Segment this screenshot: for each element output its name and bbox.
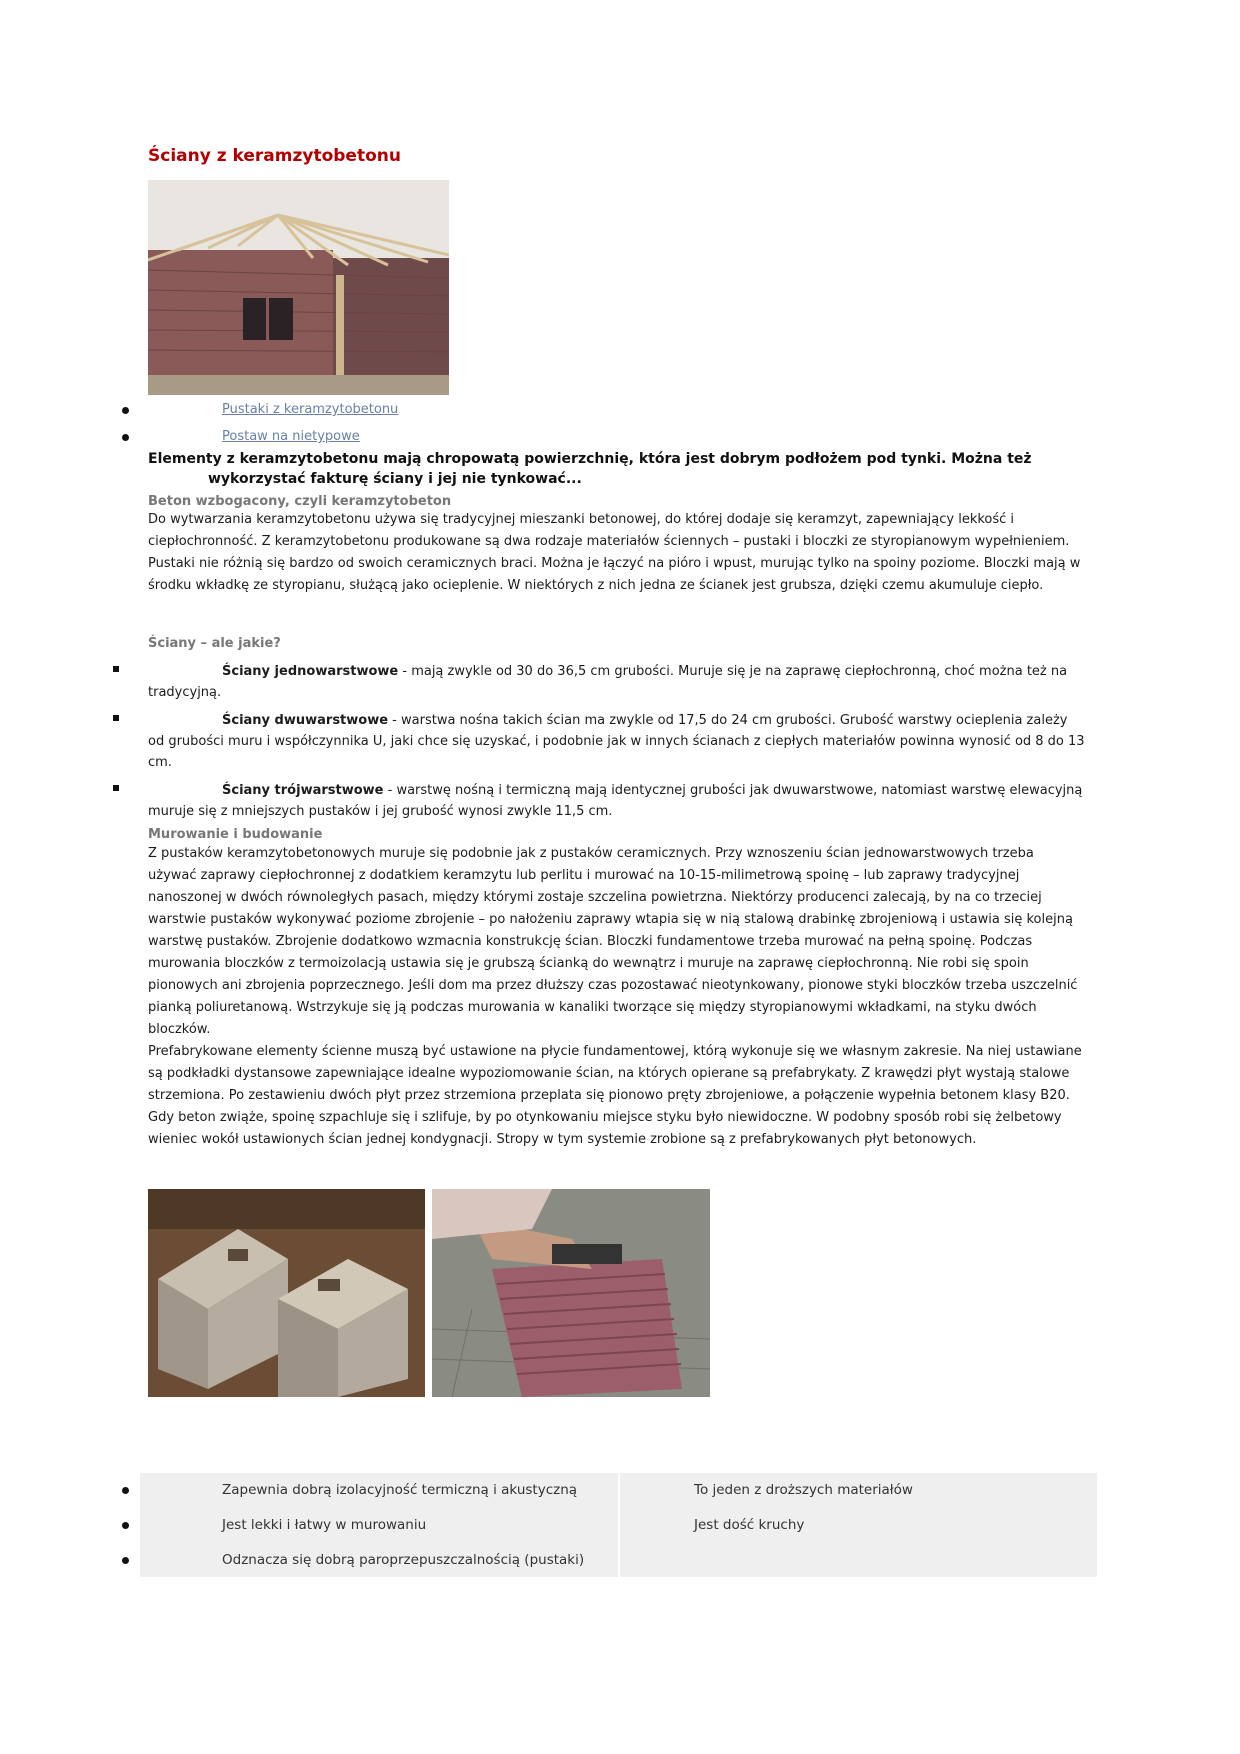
link-pustaki[interactable]: Pustaki z keramzytobetonu xyxy=(222,402,399,417)
pro-text: Zapewnia dobrą izolacyjność termiczną i akustyczną xyxy=(222,1482,578,1498)
wall-type-term: Ściany dwuwarstwowe xyxy=(222,713,389,728)
bullet-icon xyxy=(122,1557,129,1564)
bullet-icon xyxy=(113,785,119,791)
wall-type-term: Ściany trójwarstwowe xyxy=(222,783,384,798)
link-nietypowe[interactable]: Postaw na nietypowe xyxy=(222,429,360,444)
section-paragraph: Do wytwarzania keramzytobetonu używa się tradycyjnej mieszanki betonowej, do której dodaje się keramzyt, zapewniający lekkość i ciepłochronność. Z keramzytobetonu produkowane są dwa rodzaje materiałów ściennych – pustaki i bloczki ze styropianowym wypełnieniem. Pustaki nie różnią się bardzo od swoich ceramicznych braci. Można je łączyć na pióro i wpust, murując tylko na spoiny poziome. Bloczki mają w środku wkładkę ze styropianu, służącą jako ocieplenie. W niektórych z nich jedna ze ścianek jest grubsza, dzięki czemu akumuluje ciepło. xyxy=(148,512,1081,593)
section-paragraph: Prefabrykowane elementy ścienne muszą być ustawione na płycie fundamentowej, którą wykonuje się we własnym zakresie. Na niej ustawiane są podkładki dystansowe zapewniające idealne wypoziomowanie ścian, na których opierane są prefabrykaty. Z krawędzi płyt wystają stalowe strzemiona. Po zestawieniu dwóch płyt przez strzemiona przeplata się pionowo pręty zbrojeniowe, a połączenie wypełnia betonem klasy B20. Gdy beton zwiąże, spoinę szpachluje się i szlifuje, by po otynkowaniu miejsce styku było niewidoczne. W podobny sposób robi się żelbetowy wieniec wokół ustawionych ścian jednej kondygnacji. Stropy w tym systemie zrobione są z prefabrykowanych płyt betonowych. xyxy=(148,1044,1082,1147)
cutting-block-photo xyxy=(432,1189,710,1397)
section-paragraph: Z pustaków keramzytobetonowych muruje się podobnie jak z pustaków ceramicznych. Przy wznoszeniu ścian jednowarstwowych trzeba używać zaprawy ciepłochronnej z dodatkiem keramzytu lub perlitu i murować na 10-15-milimetrową spoinę – lub zaprawy tradycyjnej nanoszonej w dwóch równoległych pasach, między którymi zostaje szczelina powietrzna. Niektórzy producenci zalecają, by na co trzeciej warstwie pustaków wykonywać poziome zbrojenie – po nałożeniu zaprawy wtapia się w nią stalową drabinkę zbrojeniową i ustawia się kolejną warstwę pustaków. Zbrojenie dodatkowo wzmacnia konstrukcję ścian. Bloczki fundamentowe trzeba murować na pełną spoinę. Podczas murowania bloczków z termoizolacją ustawia się je grubszą ścianką do wewnątrz i muruje na zaprawę ciepłochronną. Nie robi się spoin pionowych ani zbrojenia poprzecznego. Jeśli dom ma przez dłuższy czas pozostawać nieotynkowany, pionowe styki bloczków trzeba uszczelnić pianką poliuretanową. Wstrzykuje się ją podczas murowania w kanaliki tworzące się między styropianowymi wkładkami, na styku dwóch bloczków. xyxy=(148,846,1078,1037)
wall-type-term: Ściany jednowarstwowe xyxy=(222,664,399,679)
bullet-icon xyxy=(113,666,119,672)
con-text: Jest dość kruchy xyxy=(694,1517,805,1533)
wall-type-item xyxy=(148,780,1085,822)
page-title: Ściany z keramzytobetonu xyxy=(148,146,401,166)
bullet-icon xyxy=(122,1487,129,1494)
section-heading: Beton wzbogacony, czyli keramzytobeton xyxy=(148,494,452,509)
bullet-icon xyxy=(122,1522,129,1529)
lead-line-2: wykorzystać fakturę ściany i jej nie tynkować... xyxy=(208,471,582,487)
con-text: To jeden z droższych materiałów xyxy=(694,1482,913,1498)
keramzyt-blocks-photo xyxy=(148,1189,425,1397)
lead-paragraph xyxy=(148,449,1078,489)
house-under-construction-photo xyxy=(148,180,449,395)
section-heading: Murowanie i budowanie xyxy=(148,827,323,842)
bullet-icon xyxy=(113,715,119,721)
wall-type-item xyxy=(148,661,1085,703)
section-heading: Ściany – ale jakie? xyxy=(148,636,281,651)
pro-text: Odznacza się dobrą paroprzepuszczalnością (pustaki) xyxy=(222,1552,585,1568)
bullet-icon xyxy=(122,434,129,441)
pro-text: Jest lekki i łatwy w murowaniu xyxy=(222,1517,427,1533)
lead-line-1: Elementy z keramzytobetonu mają chropowatą powierzchnię, która jest dobrym podłożem pod tynki. Można też xyxy=(148,451,1032,467)
table-divider xyxy=(618,1473,620,1577)
wall-type-desc: - mają zwykle od 30 do 36,5 cm grubości. Muruje się je na zaprawę ciepłochronną, choć można też na tradycyjną. xyxy=(148,664,1068,700)
wall-type-desc: - warstwę nośną i termiczną mają identycznej grubości jak dwuwarstwowe, natomiast warstwę elewacyjną muruje się z mniejszych pustaków i jej grubość wynosi zwykle 11,5 cm. xyxy=(148,783,1083,819)
wall-type-item xyxy=(148,710,1085,773)
bullet-icon xyxy=(122,407,129,414)
wall-type-desc: - warstwa nośna takich ścian ma zwykle od 17,5 do 24 cm grubości. Grubość warstwy ocieplenia zależy od grubości muru i współczynnika U, jaki chce się uzyskać, i podobnie jak w innych ścianach z ciepłych materiałów powinna wynosić od 8 do 13 cm. xyxy=(148,713,1085,770)
